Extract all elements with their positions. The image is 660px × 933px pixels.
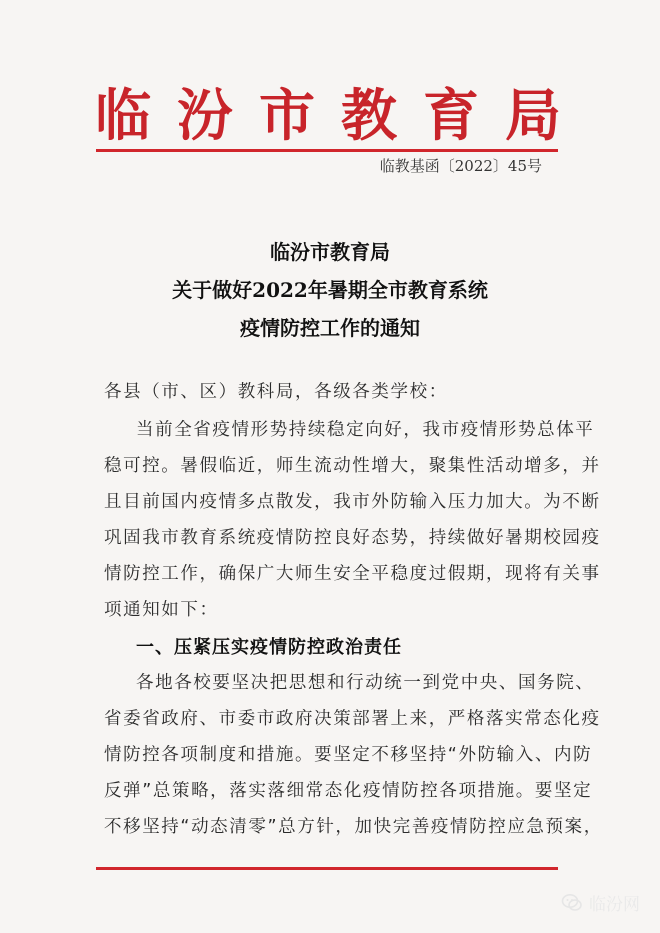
paragraph-1-line-3: 且目前国内疫情多点散发，我市外防输入压力加大。为不断 <box>104 492 601 512</box>
watermark-text: 临汾网 <box>589 895 640 915</box>
paragraph-1-line-1: 当前全省疫情形势持续稳定向好，我市疫情形势总体平 <box>136 420 595 440</box>
paragraph-2-line-1: 各地各校要坚决把思想和行动统一到党中央、国务院、 <box>136 673 595 693</box>
paragraph-1-line-5: 情防控工作，确保广大师生安全平稳度过假期，现将有关事 <box>104 564 601 584</box>
org-title: 临汾市教育局 <box>95 83 587 149</box>
paragraph-1-line-6: 项通知如下： <box>104 600 219 620</box>
red-divider-bottom <box>96 867 558 870</box>
salutation: 各县（市、区）教科局，各级各类学校： <box>104 382 448 402</box>
paragraph-1-line-2: 稳可控。暑假临近，师生流动性增大，聚集性活动增多，并 <box>104 456 601 476</box>
wechat-icon <box>561 892 583 914</box>
paragraph-2-line-3: 情防控各项制度和措施。要坚定不移坚持“外防输入、内防 <box>104 745 593 765</box>
section-1-heading: 一、压紧压实疫情防控政治责任 <box>136 637 402 658</box>
headline-line-2: 关于做好2022年暑期全市教育系统 <box>172 278 488 302</box>
headline-line-3: 疫情防控工作的通知 <box>240 316 420 340</box>
paragraph-2-line-5: 不移坚持“动态清零”总方针，加快完善疫情防控应急预案， <box>104 817 603 837</box>
document-number: 临教基函〔2022〕45号 <box>379 157 542 175</box>
red-divider-top <box>96 149 558 152</box>
paragraph-2-line-2: 省委省政府、市委市政府决策部署上来，严格落实常态化疫 <box>104 709 601 729</box>
headline-line-1: 临汾市教育局 <box>270 240 390 264</box>
paragraph-2-line-4: 反弹”总策略，落实落细常态化疫情防控各项措施。要坚定 <box>104 781 593 801</box>
watermark <box>561 890 640 915</box>
paragraph-1-line-4: 巩固我市教育系统疫情防控良好态势，持续做好暑期校园疫 <box>104 528 601 548</box>
